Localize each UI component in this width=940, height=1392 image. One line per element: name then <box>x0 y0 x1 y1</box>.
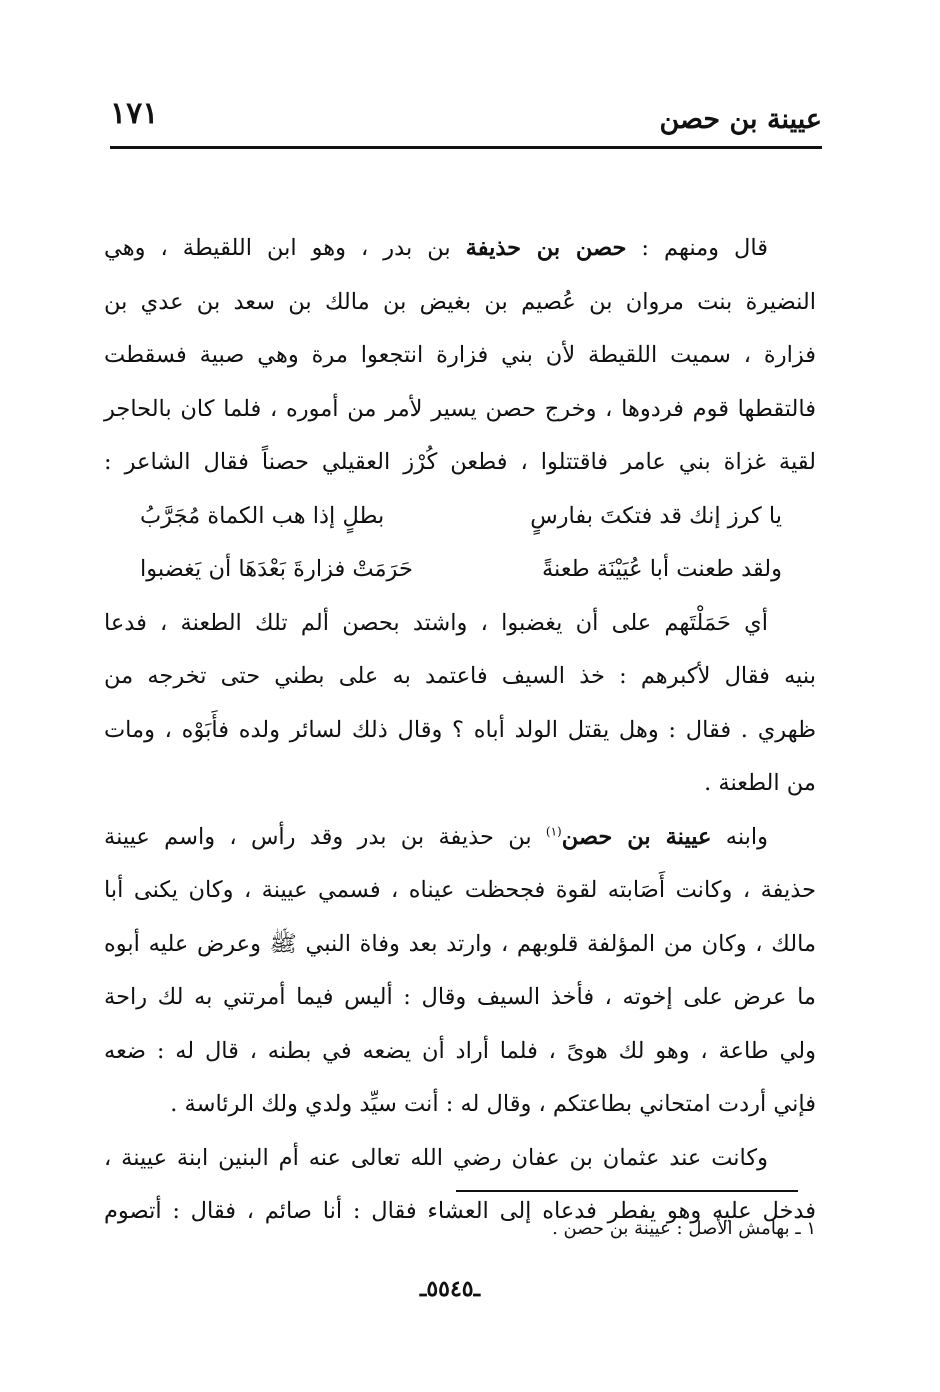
running-title: عيينة بن حصن <box>659 104 822 135</box>
text-line: مالك ، وكان من المؤلفة قلوبهم ، وارتد بعد وفاة النبي ﷺ وعرض عليه أبوه <box>104 930 816 957</box>
text-line: بنيه فقال لأكبرهم : خذ السيف فاعتمد به على بطني حتى تخرجه من <box>104 663 816 689</box>
verse-hemistich-second: حَرَمَتْ فزارةَ بَعْدَهَا أن يَغضبوا <box>140 556 413 582</box>
text-line: أي حَمَلْتَهم على أن يغضبوا ، واشتد بحصن ألم تلك الطعنة ، فدعا <box>104 609 768 636</box>
verse-hemistich-first: يا كرز إنك قد فتكتَ بفارسٍ <box>530 502 782 529</box>
text-line: فإني أردت امتحاني بطاعتكم ، وقال له : أنت سيِّد ولدي ولك الرئاسة . <box>170 1091 816 1117</box>
text-line: ما عرض على إخوته ، فأخذ السيف وقال : أليس فيما أمرتني به لك راحة <box>104 984 816 1010</box>
text-line: وابنه عيينة بن حصن$^{(١)}$ بن حذيفة بن بدر وقد رأس ، واسم عيينة <box>104 823 768 850</box>
header-rule <box>110 146 822 149</box>
footnote-marker: (١) <box>545 824 562 838</box>
poem-verse <box>104 490 816 544</box>
footnote-rule <box>456 1190 798 1192</box>
text-line: لقية غزاة بني عامر فاقتتلوا ، فطعن كُرْز العقيلي حصناً فقال الشاعر : <box>104 449 816 475</box>
text-line: قال ومنهم : حصن بن حذيفة بن بدر ، وهو ابن اللقيطة ، وهي <box>104 235 769 261</box>
text-line: من الطعنة . <box>704 770 816 796</box>
text-line: فالتقطها قوم فردوها ، وخرج حصن يسير لأمر من أموره ، فلما كان بالحاجر <box>104 395 816 422</box>
verse-hemistich-second: بطلٍ إذا هب الكماة مُجَرَّبُ <box>140 502 385 529</box>
text-line: فدخل عليه وهو يفطر فدعاه إلى العشاء فقال : أنا صائم ، فقال : أتصوم <box>104 1198 816 1224</box>
text-line: ولي طاعة ، وهو لك هوىً ، فلما أراد أن يضعه في بطنه ، قال له : ضعه <box>104 1037 816 1064</box>
text-line: وكانت عند عثمان بن عفان رضي الله تعالى عنه أم البنين ابنة عيينة ، <box>104 1144 768 1171</box>
folio-number: ـ٥٥٤٥ـ <box>419 1276 481 1302</box>
verse-hemistich-first: ولقد طعنت أبا عُيَيْنَة طعنةً <box>541 556 782 582</box>
text-line: النضيرة بنت مروان بن عُصيم بن بغيض بن مالك بن سعد بن عدي بن <box>104 288 816 315</box>
page-number: ١٧١ <box>110 96 159 131</box>
bold-name: عيينة بن حصن <box>561 823 712 850</box>
running-header <box>110 96 822 142</box>
text-line: ظهري . فقال : وهل يقتل الولد أباه ؟ وقال ذلك لسائر ولده فأَبَوْه ، ومات <box>104 716 816 743</box>
bold-name: حصن بن حذيفة <box>465 235 627 261</box>
footnote: ١ ـ بهامش الأصل : عيينة بن حصن . <box>552 1218 816 1239</box>
text-line: فزارة ، سميت اللقيطة لأن بني فزارة انتجعوا مرة وهي صبية فسقطت <box>104 342 816 368</box>
text-line: حذيفة ، وكانت أَصَابته لقوة فجحظت عيناه ، فسمي عيينة ، وكان يكنى أبا <box>104 877 816 903</box>
main-text <box>104 222 816 1239</box>
poem-verse <box>104 543 816 597</box>
